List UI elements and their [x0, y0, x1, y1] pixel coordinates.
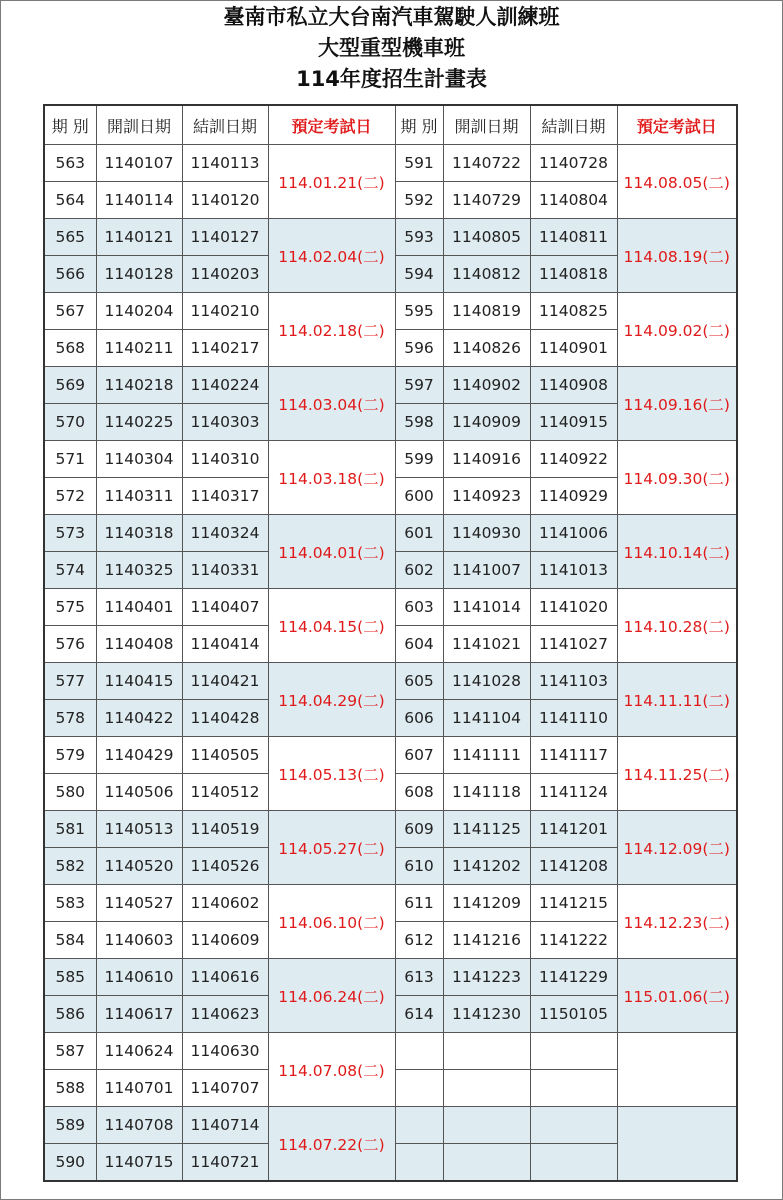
end-date-cell: 1140407 [182, 589, 268, 626]
end-date-cell [530, 1107, 617, 1144]
period-cell: 605 [395, 663, 443, 700]
start-date-cell: 1140617 [96, 996, 182, 1033]
end-date-cell: 1140714 [182, 1107, 268, 1144]
end-date-cell: 1140929 [530, 478, 617, 515]
end-date-cell: 1140203 [182, 256, 268, 293]
period-cell: 611 [395, 885, 443, 922]
period-cell: 603 [395, 589, 443, 626]
period-cell: 584 [44, 922, 96, 959]
exam-date-cell: 115.01.06(二) [617, 959, 737, 1033]
end-date-cell: 1140210 [182, 293, 268, 330]
end-date-cell: 1140310 [182, 441, 268, 478]
start-date-cell: 1140729 [443, 182, 530, 219]
exam-date-cell: 114.10.28(二) [617, 589, 737, 663]
period-cell: 565 [44, 219, 96, 256]
start-date-cell: 1141216 [443, 922, 530, 959]
exam-date-cell: 114.07.22(二) [268, 1107, 395, 1182]
period-cell: 593 [395, 219, 443, 256]
end-date-cell: 1141215 [530, 885, 617, 922]
start-date-cell [443, 1107, 530, 1144]
end-date-cell: 1141208 [530, 848, 617, 885]
table-row [44, 145, 737, 182]
end-date-cell: 1140804 [530, 182, 617, 219]
period-cell: 586 [44, 996, 96, 1033]
page-subtitle: 大型重型機車班 [318, 36, 465, 60]
exam-date-cell: 114.05.27(二) [268, 811, 395, 885]
period-cell: 598 [395, 404, 443, 441]
table-row [44, 885, 737, 922]
header-end-date: 結訓日期 [182, 105, 268, 145]
header-exam-date: 預定考試日 [268, 105, 395, 145]
start-date-cell: 1140624 [96, 1033, 182, 1070]
end-date-cell: 1141124 [530, 774, 617, 811]
exam-date-cell: 114.03.18(二) [268, 441, 395, 515]
start-date-cell: 1140422 [96, 700, 182, 737]
end-date-cell: 1140224 [182, 367, 268, 404]
start-date-cell: 1140121 [96, 219, 182, 256]
start-date-cell: 1141007 [443, 552, 530, 589]
exam-date-cell: 114.01.21(二) [268, 145, 395, 219]
period-cell: 596 [395, 330, 443, 367]
period-cell: 585 [44, 959, 96, 996]
end-date-cell: 1140414 [182, 626, 268, 663]
end-date-cell: 1140505 [182, 737, 268, 774]
period-cell: 570 [44, 404, 96, 441]
exam-date-cell: 114.03.04(二) [268, 367, 395, 441]
end-date-cell: 1140519 [182, 811, 268, 848]
start-date-cell: 1140107 [96, 145, 182, 182]
start-date-cell: 1141209 [443, 885, 530, 922]
start-date-cell: 1140909 [443, 404, 530, 441]
table-row [44, 811, 737, 848]
end-date-cell: 1141117 [530, 737, 617, 774]
end-date-cell: 1140127 [182, 219, 268, 256]
exam-date-cell: 114.09.16(二) [617, 367, 737, 441]
exam-date-cell: 114.02.18(二) [268, 293, 395, 367]
start-date-cell: 1140812 [443, 256, 530, 293]
period-cell: 590 [44, 1144, 96, 1182]
schedule-body [44, 145, 737, 1182]
start-date-cell: 1140715 [96, 1144, 182, 1182]
period-cell: 592 [395, 182, 443, 219]
period-cell: 588 [44, 1070, 96, 1107]
page-heading: 114年度招生計畫表 [296, 67, 487, 91]
period-cell: 564 [44, 182, 96, 219]
end-date-cell: 1140526 [182, 848, 268, 885]
period-cell: 594 [395, 256, 443, 293]
start-date-cell: 1140311 [96, 478, 182, 515]
start-date-cell: 1140805 [443, 219, 530, 256]
exam-date-cell: 114.04.01(二) [268, 515, 395, 589]
start-date-cell: 1141111 [443, 737, 530, 774]
period-cell: 563 [44, 145, 96, 182]
start-date-cell: 1141014 [443, 589, 530, 626]
period-cell: 607 [395, 737, 443, 774]
end-date-cell: 1140324 [182, 515, 268, 552]
period-cell [395, 1070, 443, 1107]
period-cell: 582 [44, 848, 96, 885]
exam-date-cell: 114.07.08(二) [268, 1033, 395, 1107]
end-date-cell: 1141201 [530, 811, 617, 848]
end-date-cell: 1140331 [182, 552, 268, 589]
end-date-cell: 1141103 [530, 663, 617, 700]
end-date-cell: 1140908 [530, 367, 617, 404]
end-date-cell: 1140609 [182, 922, 268, 959]
end-date-cell [530, 1070, 617, 1107]
end-date-cell: 1141222 [530, 922, 617, 959]
period-cell: 599 [395, 441, 443, 478]
start-date-cell: 1140204 [96, 293, 182, 330]
period-cell: 614 [395, 996, 443, 1033]
table-row [44, 293, 737, 330]
start-date-cell: 1140429 [96, 737, 182, 774]
period-cell [395, 1107, 443, 1144]
period-cell: 578 [44, 700, 96, 737]
end-date-cell: 1141110 [530, 700, 617, 737]
period-cell: 613 [395, 959, 443, 996]
period-cell: 606 [395, 700, 443, 737]
period-cell: 574 [44, 552, 96, 589]
end-date-cell: 1140428 [182, 700, 268, 737]
start-date-cell: 1140506 [96, 774, 182, 811]
table-row [44, 219, 737, 256]
table-row [44, 515, 737, 552]
end-date-cell: 1141229 [530, 959, 617, 996]
start-date-cell: 1140902 [443, 367, 530, 404]
start-date-cell: 1140114 [96, 182, 182, 219]
period-cell: 566 [44, 256, 96, 293]
end-date-cell: 1140728 [530, 145, 617, 182]
start-date-cell [443, 1144, 530, 1182]
period-cell: 591 [395, 145, 443, 182]
schedule-table [43, 104, 738, 1182]
period-cell: 577 [44, 663, 96, 700]
exam-date-cell: 114.04.15(二) [268, 589, 395, 663]
exam-date-cell [617, 1033, 737, 1107]
start-date-cell: 1140826 [443, 330, 530, 367]
exam-date-cell: 114.06.24(二) [268, 959, 395, 1033]
start-date-cell: 1140401 [96, 589, 182, 626]
start-date-cell: 1140930 [443, 515, 530, 552]
end-date-cell: 1140602 [182, 885, 268, 922]
end-date-cell: 1140825 [530, 293, 617, 330]
period-cell: 595 [395, 293, 443, 330]
start-date-cell: 1140603 [96, 922, 182, 959]
exam-date-cell: 114.08.19(二) [617, 219, 737, 293]
period-cell: 600 [395, 478, 443, 515]
period-cell: 575 [44, 589, 96, 626]
start-date-cell: 1140916 [443, 441, 530, 478]
end-date-cell: 1141027 [530, 626, 617, 663]
end-date-cell: 1141006 [530, 515, 617, 552]
end-date-cell: 1150105 [530, 996, 617, 1033]
start-date-cell: 1140923 [443, 478, 530, 515]
start-date-cell: 1140415 [96, 663, 182, 700]
period-cell: 610 [395, 848, 443, 885]
header-period: 期 別 [395, 105, 443, 145]
end-date-cell: 1140616 [182, 959, 268, 996]
end-date-cell: 1140922 [530, 441, 617, 478]
end-date-cell: 1140721 [182, 1144, 268, 1182]
exam-date-cell: 114.10.14(二) [617, 515, 737, 589]
end-date-cell: 1140630 [182, 1033, 268, 1070]
start-date-cell: 1140819 [443, 293, 530, 330]
end-date-cell: 1140421 [182, 663, 268, 700]
start-date-cell [443, 1033, 530, 1070]
exam-date-cell: 114.12.09(二) [617, 811, 737, 885]
period-cell: 597 [395, 367, 443, 404]
table-row [44, 663, 737, 700]
table-row [44, 441, 737, 478]
header-row [44, 105, 737, 145]
period-cell: 568 [44, 330, 96, 367]
end-date-cell [530, 1144, 617, 1182]
start-date-cell: 1140708 [96, 1107, 182, 1144]
start-date-cell: 1140325 [96, 552, 182, 589]
start-date-cell: 1141118 [443, 774, 530, 811]
start-date-cell: 1140128 [96, 256, 182, 293]
exam-date-cell: 114.02.04(二) [268, 219, 395, 293]
exam-date-cell: 114.09.30(二) [617, 441, 737, 515]
header-start-date: 開訓日期 [443, 105, 530, 145]
end-date-cell: 1140120 [182, 182, 268, 219]
start-date-cell: 1141202 [443, 848, 530, 885]
start-date-cell: 1140304 [96, 441, 182, 478]
period-cell: 579 [44, 737, 96, 774]
end-date-cell: 1141020 [530, 589, 617, 626]
header-exam-date: 預定考試日 [617, 105, 737, 145]
table-row [44, 1033, 737, 1070]
period-cell: 581 [44, 811, 96, 848]
table-row [44, 367, 737, 404]
exam-date-cell: 114.04.29(二) [268, 663, 395, 737]
period-cell: 587 [44, 1033, 96, 1070]
period-cell: 608 [395, 774, 443, 811]
period-cell: 569 [44, 367, 96, 404]
header-start-date: 開訓日期 [96, 105, 182, 145]
end-date-cell: 1140623 [182, 996, 268, 1033]
page-title: 臺南市私立大台南汽車駕駛人訓練班 [223, 5, 560, 29]
end-date-cell: 1140901 [530, 330, 617, 367]
header-period: 期 別 [44, 105, 96, 145]
exam-date-cell: 114.12.23(二) [617, 885, 737, 959]
table-row [44, 589, 737, 626]
start-date-cell: 1141230 [443, 996, 530, 1033]
start-date-cell: 1140225 [96, 404, 182, 441]
end-date-cell: 1140113 [182, 145, 268, 182]
start-date-cell [443, 1070, 530, 1107]
end-date-cell [530, 1033, 617, 1070]
period-cell: 604 [395, 626, 443, 663]
period-cell: 580 [44, 774, 96, 811]
start-date-cell: 1140701 [96, 1070, 182, 1107]
end-date-cell: 1141013 [530, 552, 617, 589]
period-cell: 572 [44, 478, 96, 515]
period-cell [395, 1033, 443, 1070]
start-date-cell: 1140610 [96, 959, 182, 996]
period-cell: 602 [395, 552, 443, 589]
exam-date-cell: 114.11.25(二) [617, 737, 737, 811]
end-date-cell: 1140707 [182, 1070, 268, 1107]
start-date-cell: 1140527 [96, 885, 182, 922]
start-date-cell: 1140722 [443, 145, 530, 182]
exam-date-cell [617, 1107, 737, 1182]
end-date-cell: 1140317 [182, 478, 268, 515]
start-date-cell: 1140218 [96, 367, 182, 404]
start-date-cell: 1140211 [96, 330, 182, 367]
start-date-cell: 1141021 [443, 626, 530, 663]
table-row [44, 959, 737, 996]
start-date-cell: 1141028 [443, 663, 530, 700]
exam-date-cell: 114.05.13(二) [268, 737, 395, 811]
exam-date-cell: 114.06.10(二) [268, 885, 395, 959]
period-cell: 567 [44, 293, 96, 330]
end-date-cell: 1140303 [182, 404, 268, 441]
start-date-cell: 1140318 [96, 515, 182, 552]
start-date-cell: 1140513 [96, 811, 182, 848]
exam-date-cell: 114.08.05(二) [617, 145, 737, 219]
start-date-cell: 1141104 [443, 700, 530, 737]
period-cell: 609 [395, 811, 443, 848]
start-date-cell: 1141223 [443, 959, 530, 996]
start-date-cell: 1140520 [96, 848, 182, 885]
end-date-cell: 1140818 [530, 256, 617, 293]
end-date-cell: 1140915 [530, 404, 617, 441]
period-cell: 612 [395, 922, 443, 959]
period-cell: 571 [44, 441, 96, 478]
end-date-cell: 1140217 [182, 330, 268, 367]
start-date-cell: 1140408 [96, 626, 182, 663]
period-cell: 576 [44, 626, 96, 663]
exam-date-cell: 114.11.11(二) [617, 663, 737, 737]
table-row [44, 737, 737, 774]
start-date-cell: 1141125 [443, 811, 530, 848]
end-date-cell: 1140811 [530, 219, 617, 256]
exam-date-cell: 114.09.02(二) [617, 293, 737, 367]
end-date-cell: 1140512 [182, 774, 268, 811]
header-end-date: 結訓日期 [530, 105, 617, 145]
period-cell: 601 [395, 515, 443, 552]
period-cell [395, 1144, 443, 1182]
table-row [44, 1107, 737, 1144]
period-cell: 583 [44, 885, 96, 922]
period-cell: 573 [44, 515, 96, 552]
period-cell: 589 [44, 1107, 96, 1144]
